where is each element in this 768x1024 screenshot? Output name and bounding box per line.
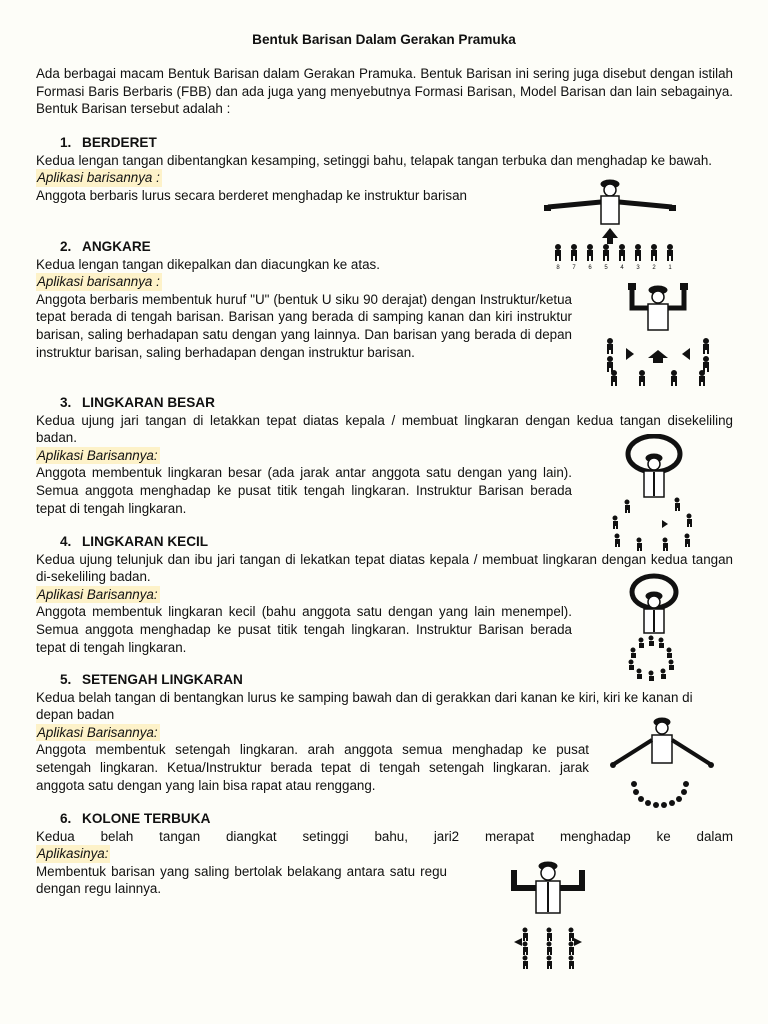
row-number: 3 <box>636 265 640 271</box>
row-number: 8 <box>556 265 560 271</box>
section-heading: 3. LINGKARAN BESAR <box>60 395 215 410</box>
row-number: 2 <box>652 265 656 271</box>
application-label: Aplikasi Barisannya: <box>37 724 158 740</box>
row-number: 4 <box>620 265 624 271</box>
section-heading: 1. BERDERET <box>60 135 157 150</box>
application-text: Membentuk barisan yang saling bertolak belakang antara satu regu dengan regu lainnya. <box>36 863 447 897</box>
application-label: Aplikasinya: <box>37 846 109 862</box>
application-text: Anggota berbaris lurus secara berderet menghadap ke instruktur barisan <box>36 187 467 203</box>
lingkaran-kecil-illustration <box>604 572 704 682</box>
gesture-text: Kedua lengan tangan dibentangkan kesamping, setinggi bahu, telapak tangan terbuka dan menghadap ke bawah. <box>36 152 713 168</box>
intro-paragraph: Ada berbagai macam Bentuk Barisan dalam Gerakan Pramuka. Bentuk Barisan ini sering juga disebut dengan istilah Formasi Baris Berbaris (FBB) dan ada juga yang menyebutnya Formasi Barisan, Model Barisan dan lain sebagainya. Bentuk Barisan tersebut adalah : <box>36 66 733 117</box>
application-label: Aplikasi Barisannya: <box>37 586 158 602</box>
gesture-text: Kedua ujung telunjuk dan ibu jari tangan di lekatkan tepat diatas kepala / membuat lingkaran dengan kedua tangan di-sekeliling badan. <box>36 551 733 585</box>
row-number: 1 <box>668 265 672 271</box>
gesture-text: Kedua ujung jari tangan di letakkan tepat diatas kepala / membuat lingkaran dengan kedua tangan disekeliling badan. <box>36 412 733 446</box>
row-number: 7 <box>572 265 576 271</box>
angkare-illustration <box>598 280 722 388</box>
row-number: 5 <box>604 265 608 271</box>
application-text: Anggota membentuk lingkaran besar (ada jarak antar anggota satu dengan yang lain). Semua anggota menghadap ke pusat titik tengah lingkaran. Instruktur Barisan berada tepat di tengah lingkaran. <box>36 465 572 516</box>
page-title: Bentuk Barisan Dalam Gerakan Pramuka <box>252 32 516 47</box>
application-text: Anggota membentuk lingkaran kecil (bahu anggota satu dengan yang lain menempel). Semua anggota menghadap ke pusat titik tengah lingkaran. Instruktur Barisan berada tepat di tengah lingkaran. <box>36 604 572 655</box>
gesture-text: Kedua belah tangan di bentangkan lurus ke samping bawah dan di gerakkan dari kanan ke kiri, kiri ke kanan di depan badan <box>36 689 693 723</box>
section-heading: 2. ANGKARE <box>60 239 151 254</box>
application-label: Aplikasi barisannya : <box>37 274 160 290</box>
gesture-text: Kedua belah tangan diangkat setinggi bahu, jari2 merapat menghadap ke dalam <box>36 828 733 844</box>
row-number: 6 <box>588 265 592 271</box>
application-label: Aplikasi barisannya : <box>37 170 160 186</box>
setengah-lingkaran-illustration <box>606 712 716 808</box>
section-heading: 4. LINGKARAN KECIL <box>60 534 209 549</box>
section-heading: 5. SETENGAH LINGKARAN <box>60 672 243 687</box>
application-text: Anggota membentuk setengah lingkaran. arah anggota semua menghadap ke pusat setengah lingkaran. Ketua/Instruktur berada tepat di tengah setengah lingkaran. jarak anggota satu dengan yang lain bisa rapat atau renggang. <box>36 742 589 793</box>
application-label: Aplikasi Barisannya: <box>37 447 158 463</box>
section-heading: 6. KOLONE TERBUKA <box>60 811 211 826</box>
application-text: Anggota berbaris membentuk huruf "U" (bentuk U siku 90 derajat) dengan Instruktur/ketua tepat berada di tengah barisan. Barisan yang berada di samping kanan dan kiri instruktur barisan, saling berhadapan satu dengan yang lainnya. Dan barisan yang berada di depan instruktur barisan, saling berhadapan dengan instruktur barisan. <box>36 291 572 360</box>
gesture-text: Kedua lengan tangan dikepalkan dan diacungkan ke atas. <box>36 256 380 272</box>
kolone-terbuka-illustration <box>502 856 594 974</box>
section-kolone-terbuka <box>36 810 733 898</box>
